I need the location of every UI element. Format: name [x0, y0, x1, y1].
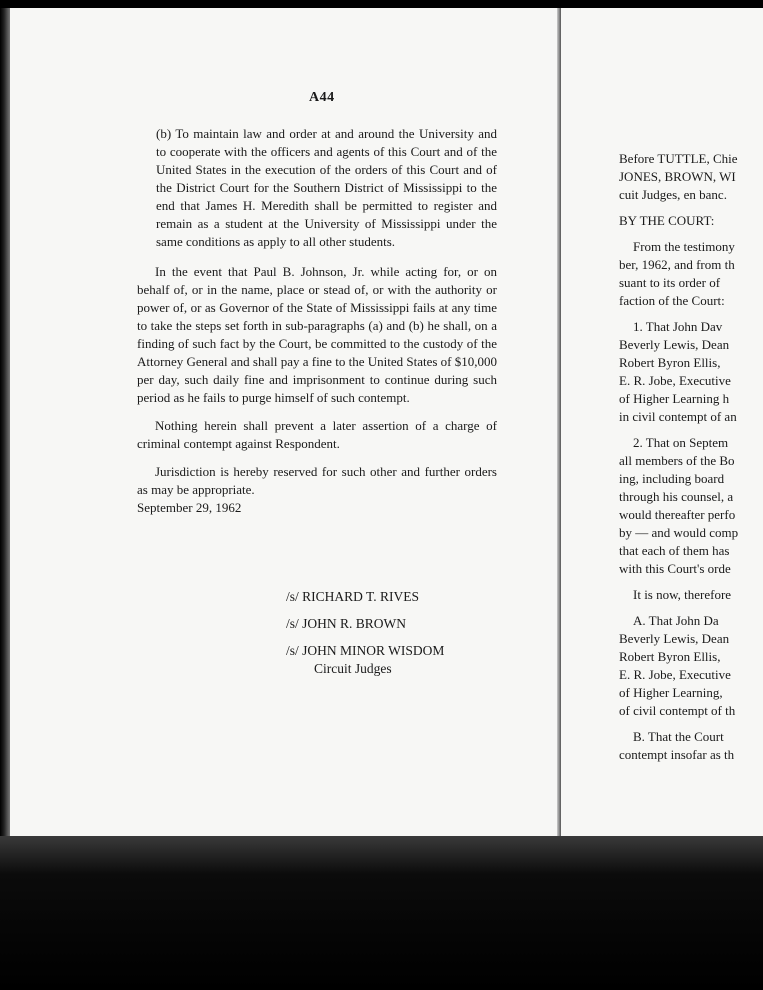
right-page-line: faction of the Court:: [619, 293, 725, 308]
signature-wisdom: /s/ JOHN MINOR WISDOM: [286, 643, 445, 658]
paragraph-event: In the event that Paul B. Johnson, Jr. while acting for, or on behalf of, or in the name, place or stead of, or with the authority or power of, or as Governor of the State of Mississippi fails at any time to take the steps set forth in sub-paragraphs (a) and (b) he shall, on a finding of such fact by the Court, be committed to the custody of the Attorney General and shall pay a fine to the United States of $10,000 per day, such daily fine and imprisonment to continue during such period as he fails to purge himself of such contempt.: [137, 264, 497, 405]
scanner-bottom-shadow: [0, 836, 763, 990]
right-page-line: through his counsel, a: [619, 489, 734, 504]
paragraph-nothing: Nothing herein shall prevent a later assertion of a charge of criminal contempt against Respondent.: [137, 418, 497, 451]
right-page-line: ber, 1962, and from th: [619, 257, 735, 272]
right-page-text: [619, 150, 763, 764]
right-page-line: ing, including board: [619, 471, 725, 486]
right-page-line: of civil contempt of th: [619, 703, 736, 718]
right-page-line: Before TUTTLE, Chie: [619, 151, 738, 166]
right-page-line: JONES, BROWN, WI: [619, 169, 736, 184]
right-page-line: B. That the Court: [633, 729, 724, 744]
right-page-line: would thereafter perfo: [619, 507, 736, 522]
right-page-line: 1. That John Dav: [633, 319, 723, 334]
right-page-line: cuit Judges, en banc.: [619, 187, 727, 202]
right-page-line: E. R. Jobe, Executive: [619, 373, 731, 388]
right-page-line: It is now, therefore: [633, 587, 732, 602]
right-page-line: of Higher Learning,: [619, 685, 723, 700]
right-page-line: Robert Byron Ellis,: [619, 355, 721, 370]
order-date: September 29, 1962: [137, 500, 242, 515]
right-page-line: Robert Byron Ellis,: [619, 649, 721, 664]
right-page-line: 2. That on Septem: [633, 435, 729, 450]
left-page-body: [137, 125, 497, 517]
paragraph-b: (b) To maintain law and order at and around the University and to cooperate with the officers and agents of this Court and of the United States in the execution of the orders of this Court and of the District Court for the Southern District of Mississippi to the end that James H. Meredith shall be permitted to register and remain as a student at the University of Mississippi under the same conditions as apply to all other students.: [156, 126, 497, 249]
right-page-line: that each of them has: [619, 543, 730, 558]
right-page-line: contempt insofar as th: [619, 747, 735, 762]
right-page-line: by — and would comp: [619, 525, 739, 540]
right-page-line: E. R. Jobe, Executive: [619, 667, 731, 682]
right-page-line: all members of the Bo: [619, 453, 735, 468]
signature-title: Circuit Judges: [314, 661, 392, 676]
signature-rives: /s/ RICHARD T. RIVES: [286, 589, 420, 604]
paragraph-jurisdiction: Jurisdiction is hereby reserved for such other and further orders as may be appropriate.: [137, 464, 497, 497]
right-page-line: Beverly Lewis, Dean: [619, 337, 730, 352]
right-page-line: From the testimony: [633, 239, 735, 254]
right-page-line: A. That John Da: [633, 613, 719, 628]
page-number: A44: [309, 90, 335, 105]
right-page-line: of Higher Learning h: [619, 391, 730, 406]
right-page: [561, 8, 763, 836]
signature-brown: /s/ JOHN R. BROWN: [286, 616, 407, 631]
signature-block: [286, 588, 444, 678]
right-page-line: in civil contempt of an: [619, 409, 737, 424]
right-page-line: Beverly Lewis, Dean: [619, 631, 730, 646]
right-page-line: BY THE COURT:: [619, 213, 715, 228]
right-page-line: with this Court's orde: [619, 561, 731, 576]
right-page-line: suant to its order of: [619, 275, 721, 290]
